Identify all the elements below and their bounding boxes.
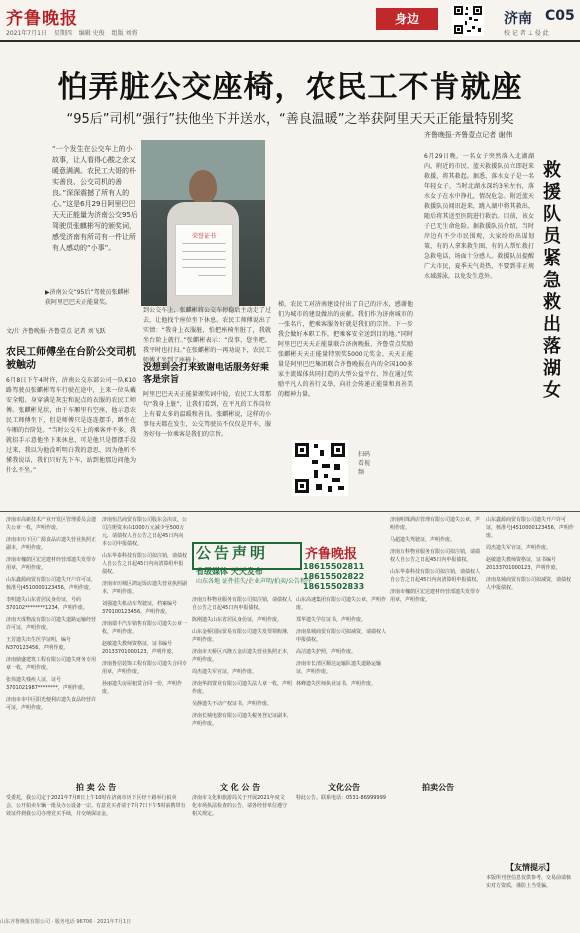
ad-item: 济南瑞丰汽车销售有限公司遗失公章一枚，声明作废。 (102, 621, 188, 635)
ad-item: 吴静遗失不动产权证书，声明作废。 (192, 701, 273, 707)
cert-line (182, 251, 226, 252)
qr-caption: 扫码看视频 (358, 451, 371, 476)
ad-item: 王芳遗失出生医学证明，编号N370123456，声明作废。 (6, 637, 72, 651)
ads-column-6 (486, 516, 574, 778)
ad-item: 济南市天桥区兴隆五金店遗失营业执照正本，声明作废。 (192, 649, 293, 663)
ad-item: 济南泉城商贸有限公司拟减资，请债权人申报债权。 (296, 629, 387, 643)
notice-banner-services: 山东各地 证件挂失/企业声明/拍卖/公告程序 (196, 578, 312, 585)
ad-item: 济南市历城区鸿运饭店遗失营业执照副本，声明作废。 (102, 581, 188, 595)
left-article-body: 6月8日下午4时许，济南公交东部公司一队K10路驾驶员张麒彬驾车行驶在途中，上来一位头戴安全帽、身穿满是灰尘和泥点的衣服的农民工师傅。张麒彬见状，由于车厢里有空座，他示意农民工师傅坐下，但是师傅只是连连摆手，蹲坐在车厢的台阶处。“当时公交车上的乘客并不多，我就招手示意他坐下来休息，可是他只是摆摆手没过来，我以为他没听明白我的意思，因为他听不懂我说话，我们只好先下车，站到他那边问他为什么不坐。” (6, 377, 136, 474)
header-info (6, 28, 143, 37)
auction-notice-body: 受委托，我公司定于2021年7月8日上午10时在济南市历下区经十路举行拍卖会，公开拍卖车辆一批及办公设备一宗。有意竞买者请于7月7日下午5时前携带有效证件到我公司办理竞买手续，并交纳保证金。 (6, 795, 186, 817)
header-divider (0, 40, 580, 42)
sub-headline: “95后”司机“强行”扶他坐下并送水，“善良温暖”之举获阿里天天正能量特别奖 (66, 112, 514, 127)
left-article-title: 农民工师傅坐在台阶公交司机被触动 (6, 347, 136, 371)
ad-item: 山东高速集团有限公司遗失公章，声明作废。 (296, 597, 387, 611)
ad-item: 刘强遗失机动车驾驶证，档案编号370100123456，声明作废。 (102, 601, 178, 615)
notice-banner-title: 公告声明 (196, 544, 269, 562)
ad-item: 高洁遗失护照，声明作废。 (296, 649, 357, 655)
cert-line (182, 267, 226, 268)
notice-phone[interactable]: 18615502822 (303, 572, 365, 581)
ads-column-1 (6, 516, 98, 778)
ad-item: 济南鼎盛建筑工程有限公司遗失财务专用章一枚，声明作废。 (6, 657, 97, 671)
ad-item: 济南市长清区顺达运输队遗失道路运输证，声明作废。 (296, 661, 382, 675)
award-certificate (175, 224, 233, 296)
ads-column-5 (390, 516, 482, 778)
ad-item: 陈刚遗失山东省居民身份证，声明作废。 (192, 617, 283, 623)
ad-item: 济南万科物业服务有限公司拟注销，请债权人自公告之日起45日内申报债权。 (390, 549, 481, 563)
newspaper-logo[interactable]: 齐鲁晚报 (6, 9, 78, 29)
culture-notice-2-body: 特此公告。联系电话：0531-86999999 (296, 795, 386, 801)
ads-column-4 (296, 596, 386, 778)
issue-weekday: 星期四 (53, 30, 72, 37)
ad-item: 赵敏遗失教师资格证，证书编号20133701000123，声明作废。 (486, 557, 561, 571)
ad-item: 济南市槐荫区宏达建材经营部遗失发票专用章，声明作废。 (6, 557, 97, 571)
qr-code-icon[interactable] (452, 4, 484, 36)
designer-name: 组版 刘将 (111, 30, 138, 37)
notice-phone[interactable]: 18615502833 (303, 582, 365, 591)
culture-notice-2-title: 文化公告 (328, 783, 360, 792)
main-headline[interactable]: 怕弄脏公交座椅，农民工不肯就座 (57, 70, 523, 105)
ad-item: 山东鑫源商贸有限公司遗失开户许可证，核准号J4510000123456，声明作废。 (6, 577, 97, 591)
video-qr-code-icon[interactable] (292, 440, 348, 496)
page-header (0, 0, 580, 40)
ad-item: 山东鑫源商贸有限公司遗失开户许可证，核准号J4510000123456，声明作废。 (486, 517, 574, 539)
ad-item: 林峰遗失医师执业证书，声明作废。 (296, 681, 377, 687)
ad-item: 张伟遗失残疾人证，证号3701021987********，声明作废。 (6, 677, 88, 691)
issue-date: 2021年7月1日 (6, 30, 47, 37)
ad-item: 山东华泰科技有限公司拟注销，请债权人自公告之日起45日内向清算组申报债权。 (102, 553, 188, 575)
cert-line (182, 259, 226, 260)
notice-phone[interactable]: 18615502811 (303, 562, 365, 571)
ads-column-2 (102, 516, 188, 778)
article-byline: 文/片 齐鲁晚报·齐鲁壹点 记者 刘飞跃 (6, 328, 106, 335)
auction-notice-title: 拍 卖 公 告 (75, 783, 117, 792)
ad-item: 济南万科物业服务有限公司拟注销，请债权人自公告之日起45日内申报债权。 (192, 597, 293, 611)
culture-notice-body: 济南市文化和旅游局关于开展2021年度文化市场执法检查的公告，请各经营单位遵守相关规定。 (192, 795, 288, 817)
cert-line (182, 243, 226, 244)
mid-article-body: 到公交车上，张麒彬将公交车停稳后主动走了过去，让他找个座位坐下休息。农民工师傅说出了实情：“我身上衣服脏，怕把座椅坐脏了，我就坐台阶上就行。”张麒彬表示：“没事，您坐吧，我平时也打扫。”在张麒彬的一再劝说下，农民工师傅才坐到了座椅上。 (143, 307, 271, 364)
ad-item: 孙丽遗失房屋租赁合同一份，声明作废。 (102, 681, 183, 695)
ad-item: 济南华润置业有限公司遗失法人章一枚，声明作废。 (192, 681, 293, 695)
editor-name: 编辑 史俊 (78, 30, 105, 37)
ad-item: 李明遗失山东省居民身份证，号码370102********1234，声明作废。 (6, 597, 88, 611)
ad-item: 济南天成物流有限公司遗失道路运输经营许可证，声明作废。 (6, 617, 97, 631)
mid2-article-body: 梯，农民工对济南建设付出了自己的汗水，感谢他们为城市的建设做出的贡献。我们作为济南城市的一张名片，把乘客服务好就是我们的宗旨。下一步我会做好本职工作，把乘客安全送到目的地。”同时阿里巴巴天天正能量联合济南晚报、齐鲁壹点奖励张麒彬天天正能量特别奖5000元奖金。天天正能量是阿里巴巴集团联合齐鲁晚报在内的全国100多家主流媒体共同打造的大型公益平台，旨在通过奖励平凡人的善行义举，向社会传递正能量和真善美的精神力量。 (278, 301, 413, 398)
auction-notice-2-title: 拍卖公告 (422, 783, 454, 792)
ad-item: 周杰遗失军官证，声明作废。 (486, 545, 552, 551)
certificate-title: 荣誉证书 (191, 233, 216, 240)
ad-item: 周杰遗失军官证，声明作废。 (192, 669, 258, 675)
ads-divider (0, 511, 580, 512)
ad-item: 赵敏遗失教师资格证，证书编号20133701000123，声明作废。 (102, 641, 177, 655)
ad-item: 马超遗失驾驶证，声明作废。 (390, 537, 456, 543)
ad-item: 济南市槐荫区宏达建材经营部遗失发票专用章，声明作废。 (390, 589, 481, 603)
ad-item: 济南鲁信装饰工程有限公司遗失合同专用章，声明作废。 (102, 661, 188, 675)
ad-item: 济南市高新技术产业开发区管理委员会遗失公章一枚，声明作废。 (6, 517, 97, 531)
ad-item: 郑华遗失学位证书，声明作废。 (296, 617, 367, 623)
ad-item: 济南泉城商贸有限公司拟减资，请债权人申报债权。 (486, 577, 572, 591)
edition-name: 济南 (504, 11, 532, 27)
culture-notice-title: 文 化 公 告 (219, 783, 261, 792)
page-number: C05 (545, 8, 575, 24)
photo-caption: ▶济南公交“95后”驾驶员张麒彬获阿里巴巴天正能量奖。 (45, 289, 130, 306)
ad-item: 山东华泰科技有限公司拟注销，请债权人自公告之日起45日内向清算组申报债权。 (390, 569, 482, 583)
ad-item: 济南恒昌商贸有限公司股东会决议，公司注册资本由1000万元减少至500万元，请债权人自公告之日起45日内向本公司申报债权。 (102, 517, 188, 547)
notice-banner-slogan: 省级媒体 天天发布 (196, 567, 263, 576)
notice-brand: 齐鲁晚报 (305, 547, 358, 562)
section-badge: 身边 (376, 8, 438, 30)
driver-photo[interactable] (141, 140, 265, 306)
mid-article-subtitle: 没想到会打来致谢电话服务好乘客是宗旨 (143, 363, 270, 385)
right-article-body: 6月29日晚，一名女子突然落入北湖湖内，附近的市民、蓝天救援队员立即赶来救援，将其救起。据悉，落水女子是一名年轻女子，当时北湖水深约3米左右，落水女子在水中挣扎，情况危急。附近蓝天救援队员闻讯赶来，跳入湖中将其救出，随后将其送至医院进行救治。目前，该女子已无生命危险。据救援队员介绍，当时岸边有不少市民围观，大家纷纷出谋划策，有的人拿来救生圈，有的人帮忙拨打急救电话，场面十分感人。救援队员提醒广大市民，夏季天气炎热，不要到非正规水域游泳，以免发生意外。 (424, 153, 534, 280)
ad-item: 济南长城电器有限公司遗失税务登记证副本，声明作废。 (192, 713, 293, 727)
ads-column-3 (192, 596, 292, 778)
ad-item: 济南市历下区广源食品店遗失营业执照正副本，声明作废。 (6, 537, 97, 551)
right-article-byline: 齐鲁晚报·齐鲁壹点记者 谢伟 (424, 131, 513, 139)
driver-head (189, 170, 217, 204)
friendly-tip-title: 【友情提示】 (506, 863, 554, 872)
cert-line (198, 275, 226, 276)
right-article-title[interactable]: 救援队员紧急救出落湖女 (543, 160, 561, 401)
intro-quote: “一个发生在公交车上的小故事，让人看得心酸之余又暖意满满。农民工大哥的朴实善良、公交司机的善良。”深深震撼了所有人的心。”这是6月29日阿里巴巴天天正能量为济南公交95后驾驶员张麒彬写的颁奖词，感受济南有所司有一件让所有人感动的“小事”。 (52, 145, 138, 252)
ad-item: 山东金桥国际贸易有限公司遗失发票领购簿，声明作废。 (192, 629, 293, 643)
ad-item: 济南市市中区阳光便利店遗失食品经营许可证，声明作废。 (6, 697, 97, 711)
page-footer: 山东齐鲁晚报有限公司 · 服务电话 96706 · 2021年7月1日 (0, 919, 132, 925)
ad-item: 济南明珠酒店管理有限公司遗失公章，声明作废。 (390, 517, 481, 531)
header-editors: 校 记 者 ⊥ 侵 此 (504, 30, 549, 37)
mid-article-body-2: 阿里巴巴天天正能量颁奖词中说，农民工大哥那句“我身上脏”，让我们看到，在平凡的工作岗位上有着太多的温暖和善良。张麒彬说，这样的小事每天都在发生，公交驾驶员不仅仅是开车，服务好每一位乘客是我们的宗旨。 (143, 391, 271, 438)
friendly-tip-body: 本版所刊登信息仅供参考，交易前请核实对方资质，谨防上当受骗。 (486, 875, 572, 889)
